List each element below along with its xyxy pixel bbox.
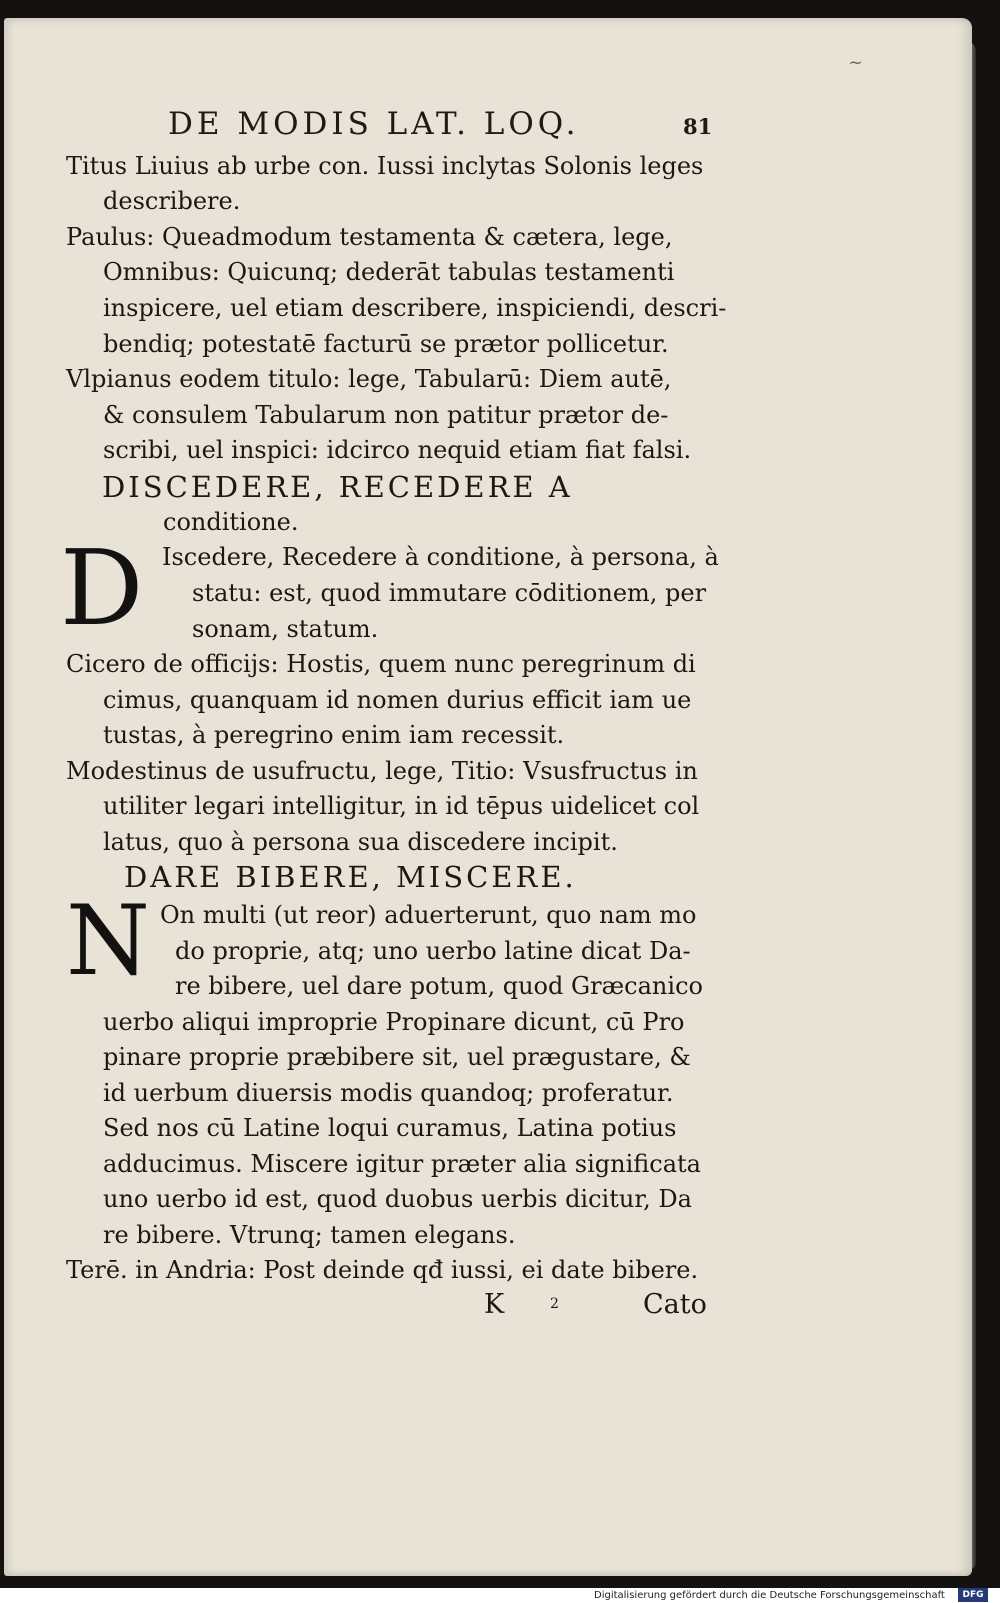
text-line: re bibere. Vtrunq; tamen elegans. [103,1221,516,1249]
text-line: tustas, à peregrino enim iam recessit. [103,721,565,749]
page-mark: ~ [848,52,864,73]
text-line: utiliter legari intelligitur, in id tēpus uidelicet col [103,792,700,820]
dfg-logo: DFG [958,1588,988,1602]
text-line: id uerbum diuersis modis quandoq; proferatur. [103,1079,674,1107]
text-line: Vlpianus eodem titulo: lege, Tabularū: Diem autē, [66,365,672,393]
text-line: Sed nos cū Latine loqui curamus, Latina potius [103,1114,677,1142]
text-line: bendiq; potestatē facturū se prætor pollicetur. [103,330,669,358]
drop-cap: D [60,527,144,649]
text-line: uno uerbo id est, quod duobus uerbis dicitur, Da [103,1185,692,1213]
section-heading: DARE BIBERE, MISCERE. [124,860,577,894]
digitization-credit: Digitalisierung gefördert durch die Deutsche Forschungsgemeinschaft [594,1590,945,1601]
section-heading-cont: conditione. [163,508,299,536]
text-line: scribi, uel inspici: idcirco nequid etiam fiat falsi. [103,436,692,464]
text-line: re bibere, uel dare potum, quod Græcanico [175,972,703,1000]
signature-number: 2 [550,1296,559,1312]
text-line: uerbo aliqui improprie Propinare dicunt, cū Pro [103,1008,685,1036]
drop-cap: N [66,885,150,997]
text-line: Titus Liuius ab urbe con. Iussi inclytas Solonis leges [66,152,704,180]
text-line: Omnibus: Quicunq; dederāt tabulas testamenti [103,258,675,286]
section-heading: DISCEDERE, RECEDERE A [102,470,573,504]
text-line: Modestinus de usufructu, lege, Titio: Vsusfructus in [66,757,698,785]
text-line: do proprie, atq; uno uerbo latine dicat Da- [175,937,691,965]
text-line: sonam, statum. [192,615,379,643]
text-line: Terē. in Andria: Post deinde qđ iussi, ei date bibere. [66,1256,699,1284]
catchword: Cato [643,1289,707,1320]
text-line: Paulus: Queadmodum testamenta & cætera, lege, [66,223,673,251]
text-line: latus, quo à persona sua discedere incipit. [103,828,618,856]
running-title: DE MODIS LAT. LOQ. [168,106,580,142]
text-line: Cicero de officijs: Hostis, quem nunc peregrinum di [66,650,696,678]
text-line: statu: est, quod immutare cōditionem, per [192,579,707,607]
text-line: On multi (ut reor) aduerterunt, quo nam mo [160,901,697,929]
text-line: inspicere, uel etiam describere, inspiciendi, descri- [103,294,727,322]
text-line: cimus, quanquam id nomen durius efficit iam ue [103,686,692,714]
signature-mark: K [484,1289,505,1320]
text-line: describere. [103,187,241,215]
text-line: pinare proprie præbibere sit, uel prægustare, & [103,1043,691,1071]
text-line: adducimus. Miscere igitur præter alia significata [103,1150,701,1178]
text-line: & consulem Tabularum non patitur prætor de- [103,401,669,429]
folio-number: 81 [683,114,713,139]
text-line: Iscedere, Recedere à conditione, à persona, à [162,543,719,571]
